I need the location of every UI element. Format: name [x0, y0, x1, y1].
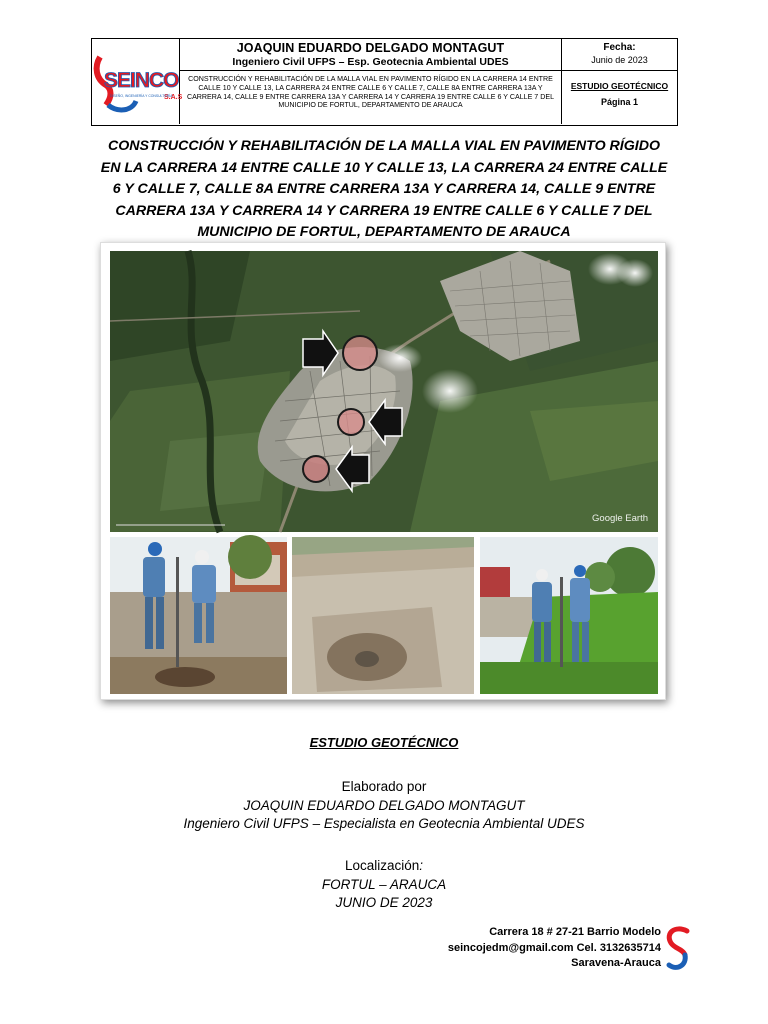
fecha-value: Junio de 2023 — [591, 55, 648, 65]
footer-email-phone: seincojedm@gmail.com Cel. 3132635714 — [447, 941, 661, 954]
seinco-logo — [92, 39, 183, 123]
prepared-label: Elaborado por — [341, 779, 427, 794]
location-block — [0, 857, 768, 913]
location-label: Localización — [344, 858, 420, 873]
footer-city: Saravena-Arauca — [571, 957, 661, 969]
footer-contact — [448, 925, 661, 972]
author-title: Ingeniero Civil UFPS – Especialista en Geotecnia Ambiental UDES — [183, 816, 585, 831]
header-subtitle: Ingeniero Civil UFPS – Esp. Geotecnia Ambiental UDES — [232, 56, 509, 68]
field-photo-3 — [480, 537, 658, 694]
logo-text: SEINCO — [104, 69, 179, 92]
location-label-line — [0, 857, 768, 876]
header-page-label: Página 1 — [600, 97, 638, 107]
logo-tagline: DISEÑO, INGENIERÍA Y CONSULTORÍA — [110, 94, 173, 98]
header-right — [562, 39, 677, 124]
author-name: JOAQUIN EDUARDO DELGADO MONTAGUT — [243, 797, 525, 813]
document-title: CONSTRUCCIÓN Y REHABILITACIÓN DE LA MALLA VIAL EN PAVIMENTO RÍGIDO EN LA CARRERA 14 ENTRE CALLE 10 Y CALLE 13, LA CARRERA 24 ENTRE CALLE 6 Y CALLE 7, CALLE 8A ENTRE CARRERA 13A Y CARRERA 14, CALLE 9 ENTRE CARRERA 13A Y CARRERA 14 Y CARRERA 19 ENTRE CALLE 6 Y CALLE 7 DEL MUNICIPIO DE FORTUL, DEPARTAMENTO DE ARAUCA — [100, 138, 668, 240]
satellite-map — [110, 251, 658, 532]
header-table — [91, 38, 678, 126]
header-study-label: ESTUDIO GEOTÉCNICO — [570, 81, 669, 91]
google-earth-watermark: Google Earth — [592, 513, 648, 524]
location-colon: : — [419, 858, 424, 873]
field-photo-2 — [292, 537, 474, 694]
fecha-label: Fecha: — [603, 42, 636, 53]
prepared-by-block — [0, 778, 768, 834]
location-value: FORTUL – ARAUCA — [321, 876, 447, 892]
field-photo-1 — [110, 537, 287, 694]
header-center — [180, 39, 562, 124]
footer-address: Carrera 18 # 27-21 Barrio Modelo — [489, 926, 661, 938]
footer-s-logo-icon — [663, 925, 693, 971]
header-project: CONSTRUCCIÓN Y REHABILITACIÓN DE LA MALLA VIAL EN PAVIMENTO RÍGIDO EN LA CARRERA 14 ENTRE CALLE 10 Y CALLE 13, LA CARRERA 24 ENTRE CALLE 6 Y CALLE 7, CALLE 8A ENTRE CARRERA 13A Y CARRERA 14, CALLE 9 ENTRE CARRERA 13A Y CARRERA 14 Y CARRERA 19 ENTRE CALLE 6 Y CALLE 7 DEL MUNICIPIO DE FORTUL, DEPARTAMENTO DE ARAUCA — [186, 75, 555, 110]
header-name: JOAQUIN EDUARDO DELGADO MONTAGUT — [236, 41, 505, 55]
document-date: JUNIO DE 2023 — [335, 895, 433, 910]
logo-cell — [92, 39, 183, 124]
logo-suffix: S.A.S — [164, 94, 183, 101]
study-title: ESTUDIO GEOTÉCNICO — [309, 735, 459, 750]
photo-frame — [100, 242, 666, 700]
